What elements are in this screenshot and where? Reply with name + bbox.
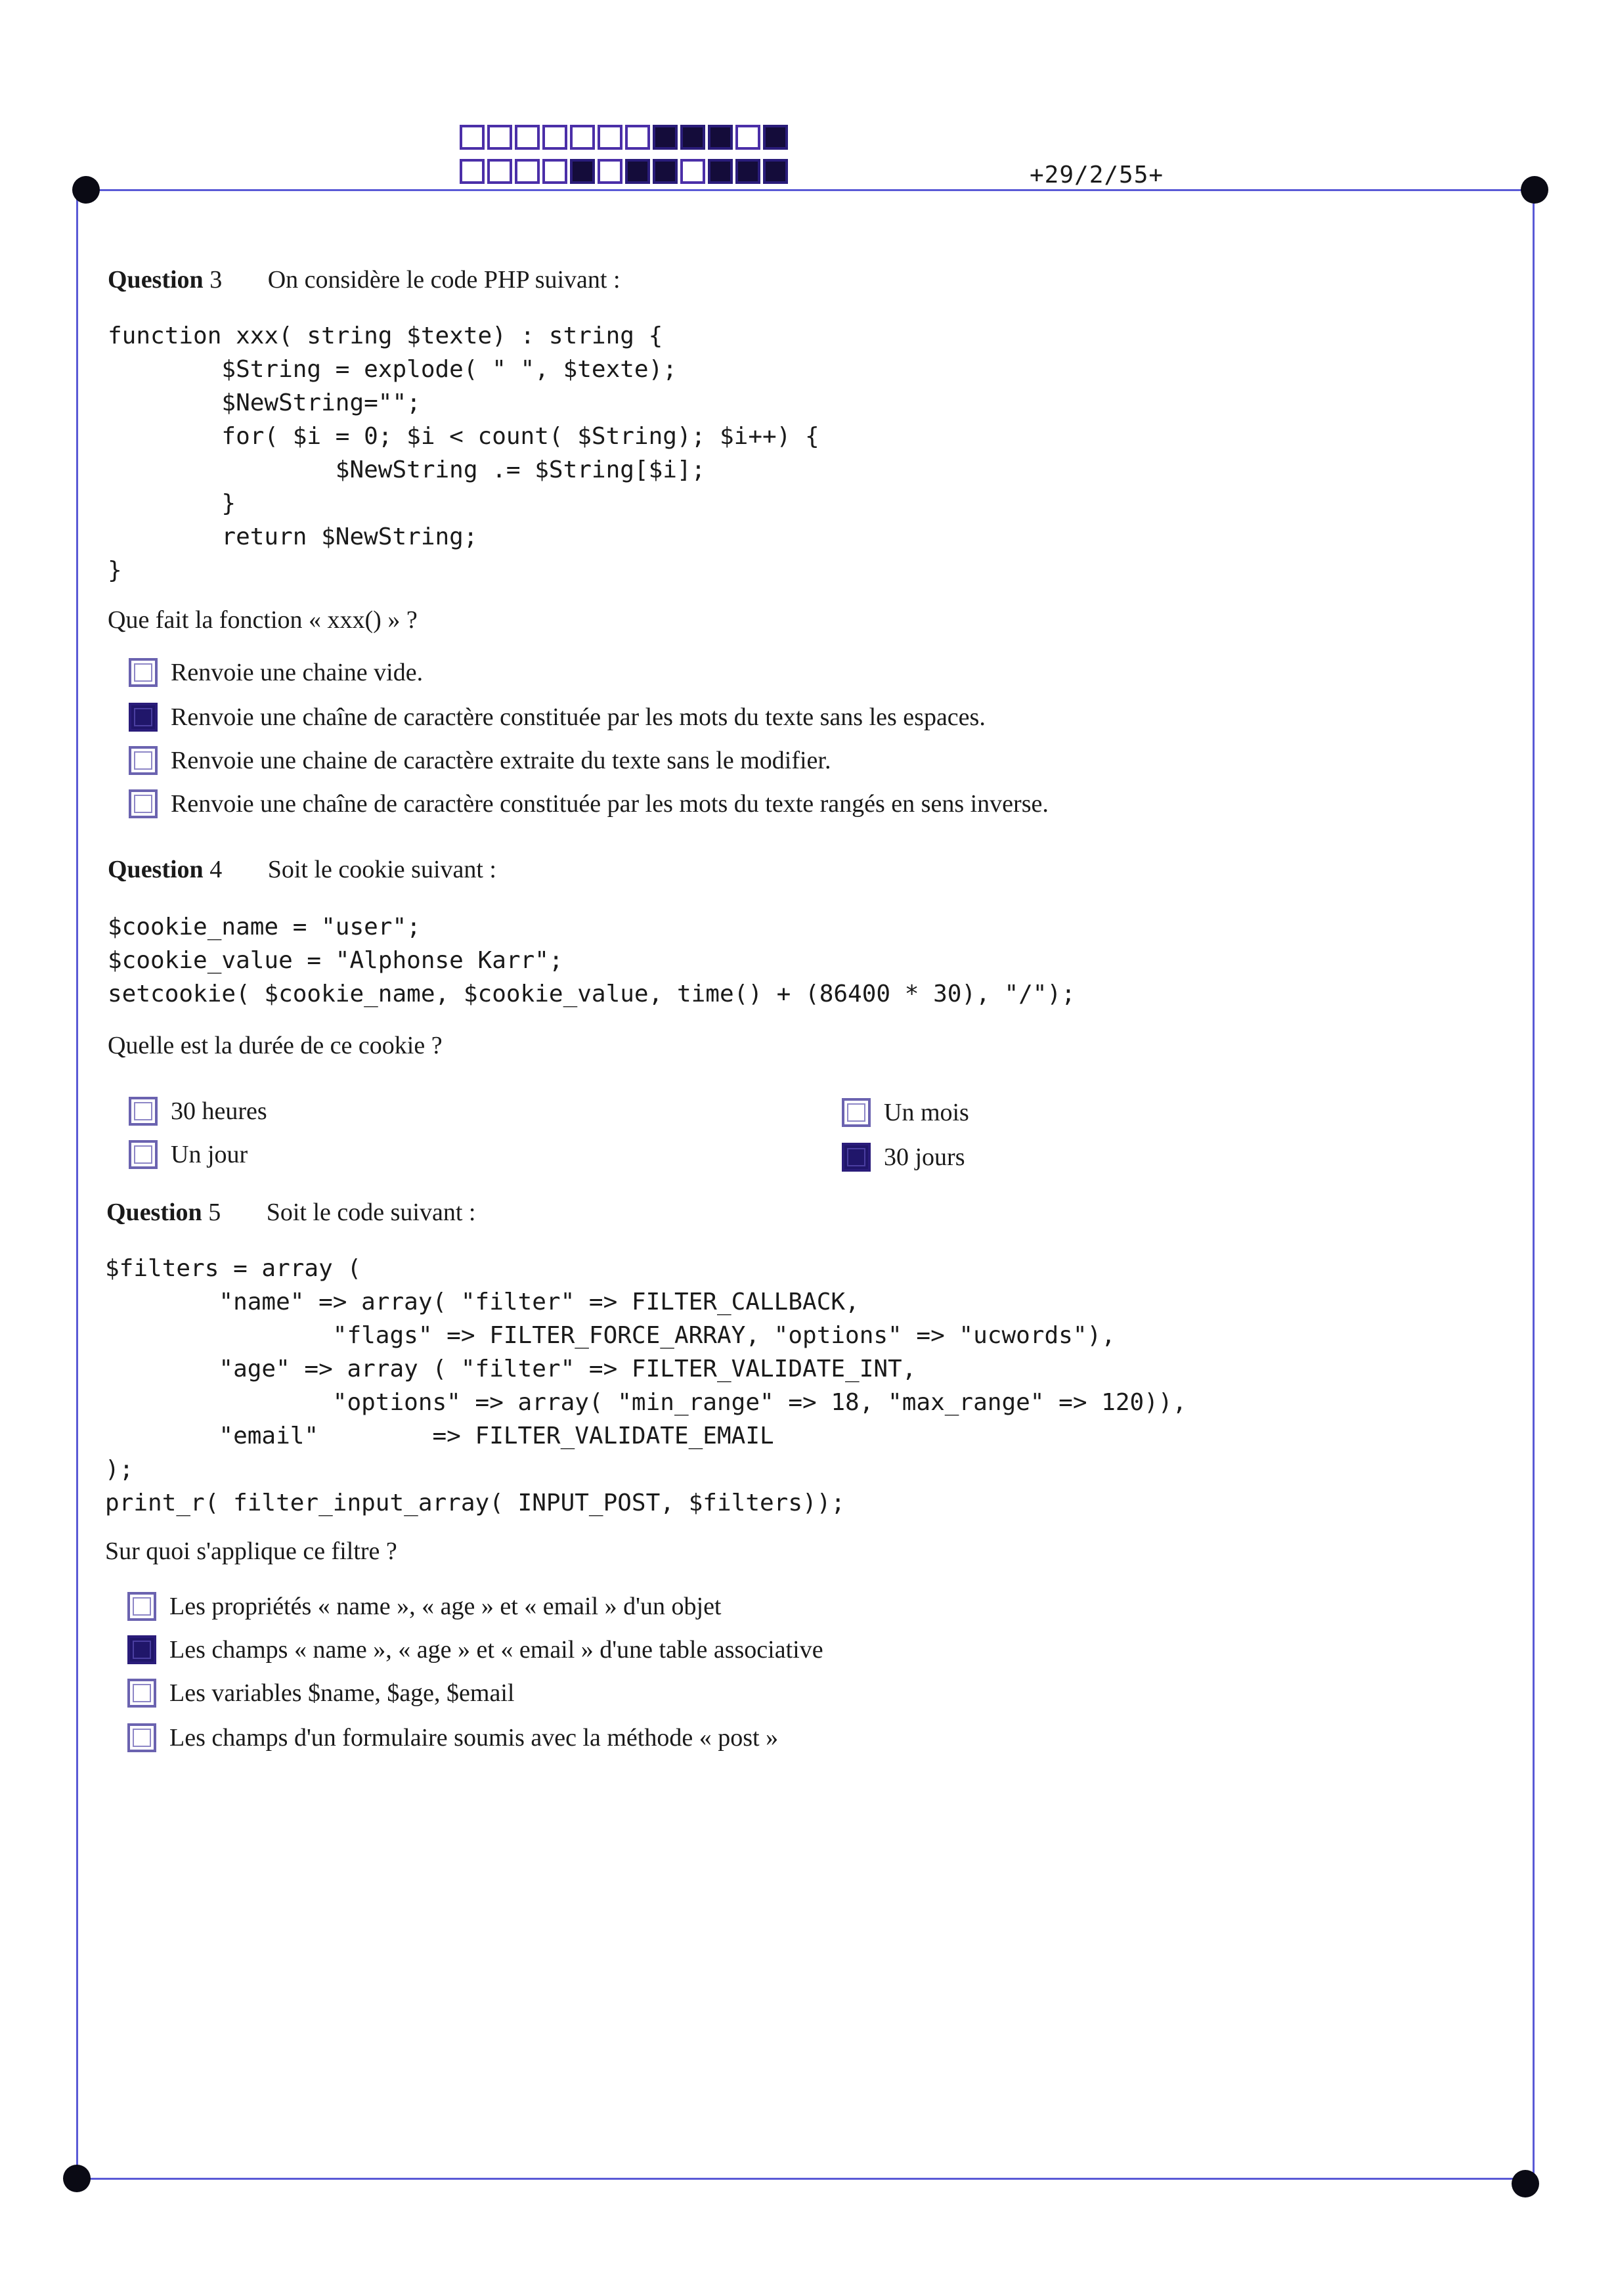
corner-mark-bottom-right [1512, 2170, 1539, 2197]
answer-label: Renvoie une chaine de caractère extraite du texte sans le modifier. [171, 747, 831, 774]
barcode-cell [598, 159, 622, 184]
barcode-cell [680, 159, 705, 184]
question-number: 4 [209, 856, 223, 883]
barcode-cell [735, 125, 760, 150]
question-intro: Soit le code suivant : [266, 1199, 476, 1226]
barcode-row-1 [460, 125, 791, 150]
answer-checkbox[interactable] [129, 1097, 158, 1126]
answer-label: Les propriétés « name », « age » et « email » d'un objet [169, 1593, 722, 1620]
answer-label: Un mois [884, 1099, 969, 1126]
question-4-answer-1[interactable] [129, 1097, 267, 1126]
question-label: Question [106, 1199, 202, 1226]
question-label: Question [108, 856, 204, 883]
question-5-answer-1[interactable] [127, 1592, 722, 1621]
answer-label: Les champs d'un formulaire soumis avec la méthode « post » [169, 1724, 779, 1752]
barcode-cell [708, 159, 733, 184]
barcode-cell [570, 125, 595, 150]
frame-right-line [1533, 189, 1535, 2182]
answer-checkbox[interactable] [842, 1143, 871, 1172]
question-3-prompt: Que fait la fonction « xxx() » ? [108, 606, 418, 634]
question-5-prompt: Sur quoi s'applique ce filtre ? [105, 1537, 397, 1565]
question-3-title [108, 265, 621, 294]
question-5-answer-3[interactable] [127, 1679, 514, 1708]
barcode-cell [460, 125, 485, 150]
answer-checkbox[interactable] [129, 703, 158, 732]
question-4-answer-3[interactable] [842, 1098, 969, 1127]
barcode-cell [515, 125, 540, 150]
question-3-answer-2[interactable] [129, 703, 986, 732]
barcode-cell [763, 125, 788, 150]
question-5-answer-4[interactable] [127, 1723, 778, 1752]
page-id: +29/2/55+ [1030, 162, 1164, 188]
frame-bottom-line [85, 2178, 1534, 2180]
barcode-cell [598, 125, 622, 150]
barcode-cell [625, 159, 650, 184]
barcode-cell [653, 159, 678, 184]
answer-label: 30 jours [884, 1143, 965, 1171]
question-number: 5 [208, 1199, 221, 1226]
question-4-answer-4[interactable] [842, 1143, 965, 1172]
question-label: Question [108, 266, 204, 294]
question-intro: On considère le code PHP suivant : [267, 266, 621, 294]
barcode-cell [542, 125, 567, 150]
question-4-answer-2[interactable] [129, 1140, 248, 1169]
barcode-cell [542, 159, 567, 184]
corner-mark-bottom-left [63, 2165, 91, 2192]
answer-checkbox[interactable] [127, 1679, 156, 1708]
barcode-cell [625, 125, 650, 150]
question-3-answer-3[interactable] [129, 746, 831, 775]
answer-checkbox[interactable] [127, 1592, 156, 1621]
answer-checkbox[interactable] [127, 1635, 156, 1664]
answer-label: Les champs « name », « age » et « email » d'une table associative [169, 1636, 823, 1664]
barcode-cell [460, 159, 485, 184]
answer-label: Renvoie une chaine vide. [171, 659, 424, 686]
barcode-cell [680, 125, 705, 150]
question-4-code: $cookie_name = "user"; $cookie_value = "Alphonse Karr"; setcookie( $cookie_name, $cookie_value, time() + (86400 * 30), "/"); [108, 914, 1076, 1007]
answer-checkbox[interactable] [842, 1098, 871, 1127]
barcode-cell [515, 159, 540, 184]
question-4-title [108, 855, 496, 884]
answer-checkbox[interactable] [127, 1723, 156, 1752]
answer-checkbox[interactable] [129, 746, 158, 775]
question-5-answer-2[interactable] [127, 1635, 823, 1664]
answer-checkbox[interactable] [129, 789, 158, 818]
barcode-cell [735, 159, 760, 184]
question-3-answer-1[interactable] [129, 658, 423, 687]
corner-mark-top-left [72, 176, 100, 204]
frame-top-line [85, 189, 1534, 191]
answer-label: Renvoie une chaîne de caractère constituée par les mots du texte rangés en sens inverse. [171, 790, 1049, 818]
question-3-code: function xxx( string $texte) : string { $String = explode( " ", $texte); $NewString=""; for( $i = 0; $i < count( $String); $i++) { $NewString .= $String[$i]; } return $NewString; } [108, 322, 819, 584]
barcode-cell [653, 125, 678, 150]
barcode-row-2 [460, 159, 791, 184]
barcode-cell [763, 159, 788, 184]
question-4-prompt: Quelle est la durée de ce cookie ? [108, 1032, 443, 1059]
answer-checkbox[interactable] [129, 658, 158, 687]
corner-mark-top-right [1521, 176, 1548, 204]
answer-label: Les variables $name, $age, $email [169, 1679, 515, 1707]
barcode-cell [487, 125, 512, 150]
question-5-code: $filters = array ( "name" => array( "filter" => FILTER_CALLBACK, "flags" => FILTER_FORCE_ARRAY, "options" => "ucwords"), "age" => array ( "filter" => FILTER_VALIDATE_INT, "options" => array( "min_range" => 18, "max_range" => 120)), "email" => FILTER_VALIDATE_EMAIL ); print_r( filter_input_array( INPUT_POST, $filters)); [105, 1255, 1187, 1516]
question-3-answer-4[interactable] [129, 789, 1049, 818]
answer-label: 30 heures [171, 1097, 267, 1125]
answer-label: Renvoie une chaîne de caractère constituée par les mots du texte sans les espaces. [171, 703, 986, 731]
question-5-title [106, 1198, 475, 1227]
answer-label: Un jour [171, 1141, 248, 1168]
barcode-cell [487, 159, 512, 184]
question-intro: Soit le cookie suivant : [267, 856, 496, 883]
barcode-cell [708, 125, 733, 150]
barcode-cell [570, 159, 595, 184]
frame-left-line [76, 189, 78, 2178]
answer-checkbox[interactable] [129, 1140, 158, 1169]
question-number: 3 [209, 266, 223, 294]
